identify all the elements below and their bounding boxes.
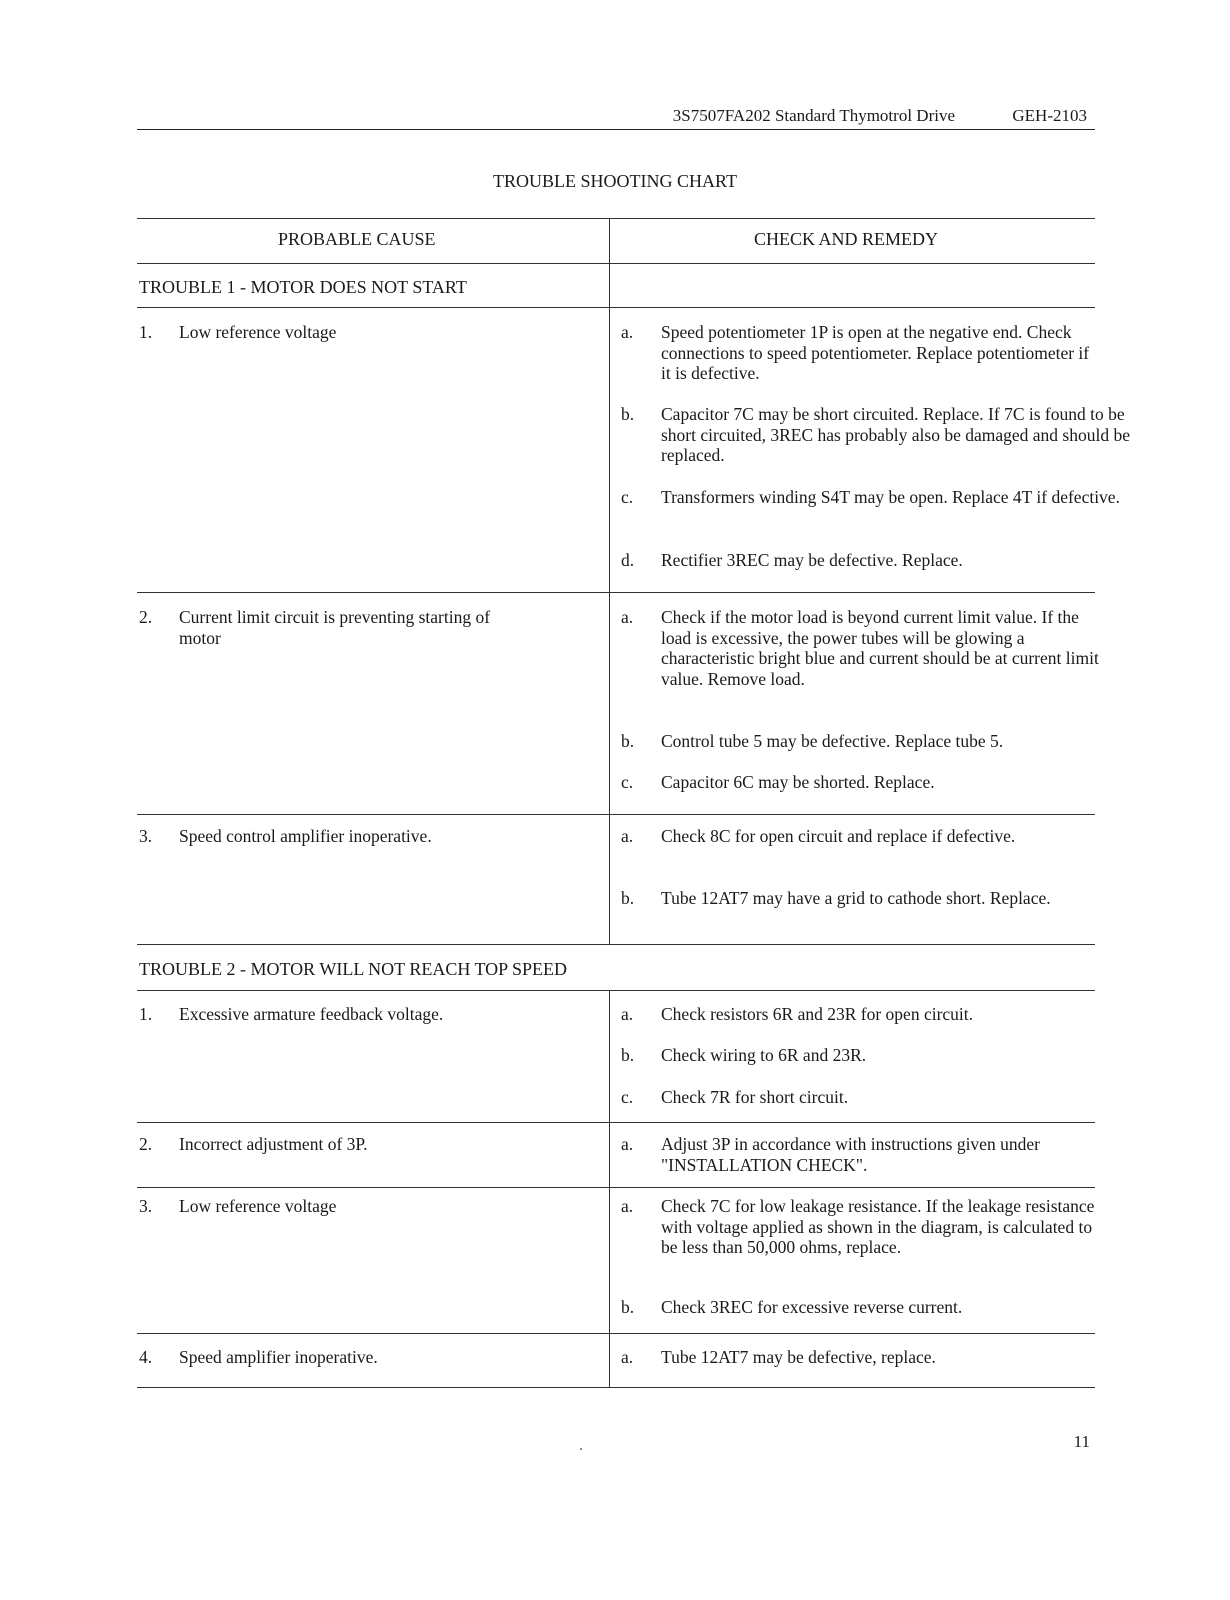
remedy-letter: a. <box>621 607 634 627</box>
cause-text: Excessive armature feedback voltage. <box>179 1004 444 1024</box>
table-rule <box>137 1122 1095 1123</box>
remedy-letter: b. <box>621 404 635 424</box>
cause-text: Speed control amplifier inoperative. <box>179 826 432 846</box>
table-rule <box>137 990 1095 991</box>
table-rule <box>137 307 1095 308</box>
cause-text: Incorrect adjustment of 3P. <box>179 1134 368 1154</box>
cause-text: Speed amplifier inoperative. <box>179 1347 378 1367</box>
page-header <box>137 106 1095 130</box>
remedy-letter: a. <box>621 1134 634 1154</box>
cause-number: 1. <box>139 322 153 342</box>
document-number: GEH-2103 <box>1012 106 1087 125</box>
remedy-letter: a. <box>621 322 634 342</box>
remedy-letter: c. <box>621 1087 634 1107</box>
remedy-letter: b. <box>621 1045 635 1065</box>
column-header-cause: PROBABLE CAUSE <box>278 229 436 249</box>
remedy-letter: a. <box>621 826 634 846</box>
remedy-text: Check 7C for low leakage resistance. If the leakage resistance with voltage applied as shown in the diagram, is calculated to be less than 50,000 ohms, replace. <box>661 1196 1095 1257</box>
remedy-letter: d. <box>621 550 635 570</box>
remedy-text: Tube 12AT7 may have a grid to cathode short. Replace. <box>661 888 1051 908</box>
remedy-text: Capacitor 6C may be shorted. Replace. <box>661 772 935 792</box>
column-header-remedy: CHECK AND REMEDY <box>754 229 939 249</box>
remedy-text: Check wiring to 6R and 23R. <box>661 1045 867 1065</box>
remedy-letter: c. <box>621 772 634 792</box>
cause-number: 3. <box>139 1196 153 1216</box>
table-rule <box>137 263 1095 264</box>
cause-text: Low reference voltage <box>179 1196 337 1216</box>
trouble-heading: TROUBLE 1 - MOTOR DOES NOT START <box>139 277 467 297</box>
remedy-letter: a. <box>621 1196 634 1216</box>
column-divider <box>609 991 610 1388</box>
remedy-text: Capacitor 7C may be short circuited. Replace. If 7C is found to be short circuited, 3REC has probably also be damaged and should be replaced. <box>661 404 1130 465</box>
cause-text: Low reference voltage <box>179 322 337 342</box>
scan-speck <box>580 1448 582 1450</box>
trouble-heading: TROUBLE 2 - MOTOR WILL NOT REACH TOP SPEED <box>139 959 568 979</box>
remedy-text: Transformers winding S4T may be open. Replace 4T if defective. <box>661 487 1120 507</box>
remedy-text: Rectifier 3REC may be defective. Replace. <box>661 550 963 570</box>
table-rule <box>137 944 1095 945</box>
remedy-text: Check 8C for open circuit and replace if defective. <box>661 826 1016 846</box>
remedy-text: Check resistors 6R and 23R for open circuit. <box>661 1004 974 1024</box>
cause-text: Current limit circuit is preventing starting of motor <box>179 607 491 648</box>
cause-number: 3. <box>139 826 153 846</box>
remedy-letter: b. <box>621 888 635 908</box>
table-rule <box>137 1333 1095 1334</box>
remedy-text: Adjust 3P in accordance with instructions given under "INSTALLATION CHECK". <box>661 1134 1040 1175</box>
table-rule <box>137 814 1095 815</box>
table-rule <box>137 218 1095 219</box>
remedy-letter: b. <box>621 1297 635 1317</box>
remedy-letter: c. <box>621 487 634 507</box>
remedy-text: Check 3REC for excessive reverse current. <box>661 1297 963 1317</box>
column-divider <box>609 219 610 945</box>
table-rule <box>137 592 1095 593</box>
cause-number: 2. <box>139 607 153 627</box>
table-rule <box>137 1387 1095 1388</box>
remedy-text: Check 7R for short circuit. <box>661 1087 849 1107</box>
chart-title: TROUBLE SHOOTING CHART <box>493 171 737 191</box>
cause-number: 2. <box>139 1134 153 1154</box>
remedy-letter: a. <box>621 1347 634 1367</box>
remedy-letter: a. <box>621 1004 634 1024</box>
remedy-letter: b. <box>621 731 635 751</box>
remedy-text: Control tube 5 may be defective. Replace tube 5. <box>661 731 1004 751</box>
remedy-text: Check if the motor load is beyond current limit value. If the load is excessive, the power tubes will be glowing a characteristic bright blue and current should be at current limit value. Remove load. <box>661 607 1099 689</box>
document-title: 3S7507FA202 Standard Thymotrol Drive <box>672 106 955 125</box>
page-number: 11 <box>1073 1432 1090 1451</box>
cause-number: 1. <box>139 1004 153 1024</box>
table-rule <box>137 1187 1095 1188</box>
remedy-text: Tube 12AT7 may be defective, replace. <box>661 1347 936 1367</box>
cause-number: 4. <box>139 1347 153 1367</box>
remedy-text: Speed potentiometer 1P is open at the negative end. Check connections to speed potentiometer. Replace potentiometer if it is defective. <box>661 322 1090 383</box>
